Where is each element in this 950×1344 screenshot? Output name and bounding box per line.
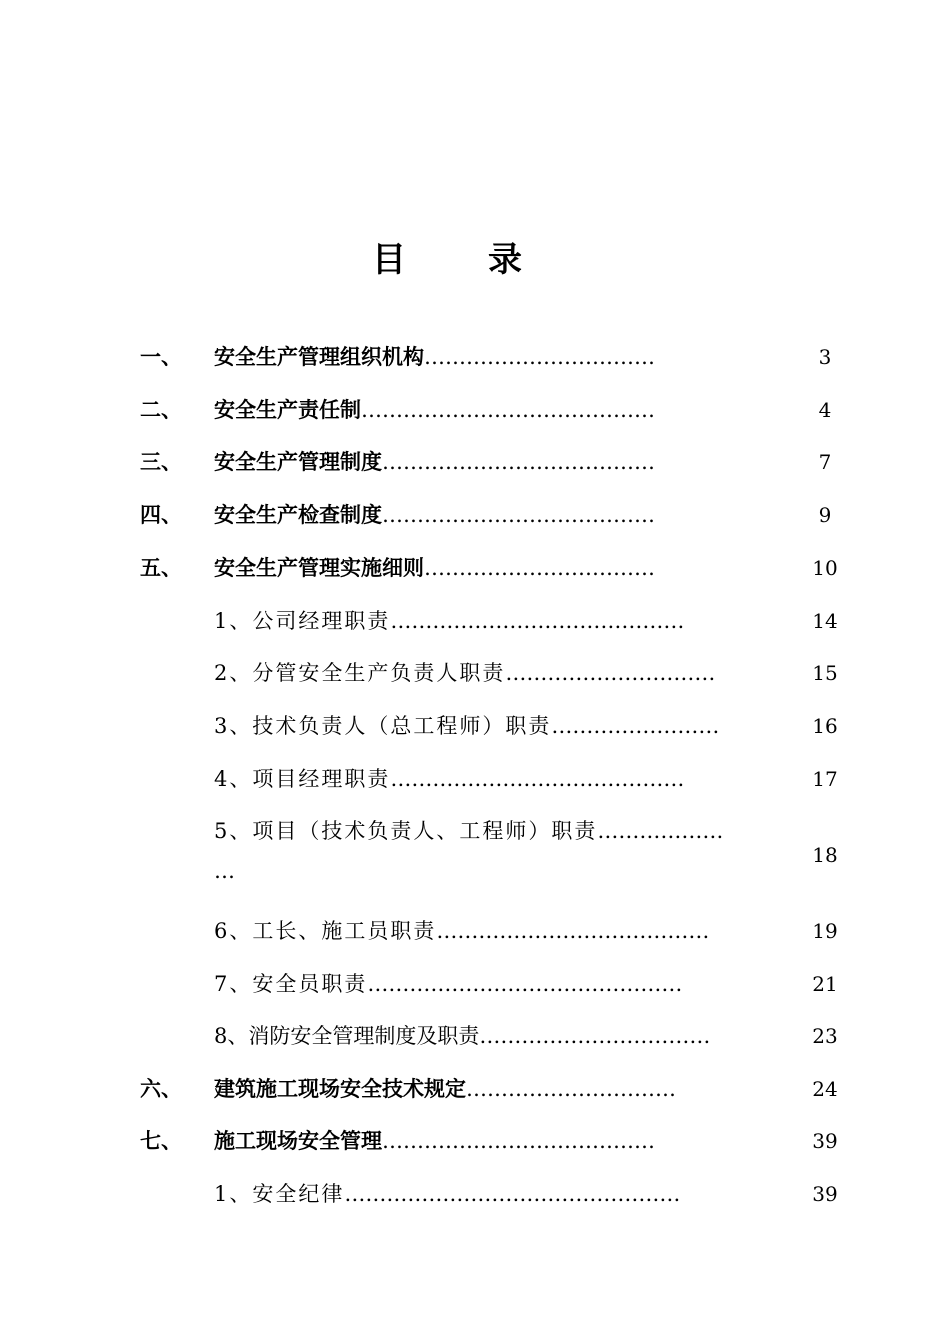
toc-leader-dots: ………………………… — [466, 1077, 676, 1101]
toc-leader-dots: ………………………………………… — [344, 1182, 681, 1206]
toc-entry-text: 安全生产管理实施细则 — [214, 556, 424, 580]
toc-page-number: 3 — [818, 345, 832, 369]
toc-page-number: 7 — [818, 450, 832, 474]
toc-entry-number: 五、 — [140, 556, 182, 580]
toc-leader-dots: ………………………………… — [382, 1129, 655, 1153]
toc-page-number: 10 — [812, 556, 838, 580]
title-char-2: 录 — [488, 240, 604, 280]
toc-leader-dots: …………………… — [551, 714, 720, 738]
toc-entry[interactable] — [0, 1121, 950, 1161]
toc-entry-number: 六、 — [140, 1077, 182, 1101]
toc-entry-title — [214, 1016, 792, 1056]
toc-entry-title — [214, 759, 792, 799]
toc-entry[interactable] — [0, 390, 950, 430]
toc-page-number: 4 — [818, 398, 832, 422]
toc-entry[interactable] — [0, 964, 950, 1004]
toc-entry-number: 二、 — [140, 398, 182, 422]
toc-entry-title — [214, 1069, 792, 1109]
toc-page-number: 24 — [812, 1077, 838, 1101]
toc-entry-text: 安全生产检查制度 — [214, 503, 382, 527]
toc-page-number: 14 — [812, 609, 838, 633]
toc-page-number: 18 — [812, 843, 838, 867]
toc-entry[interactable] — [0, 759, 950, 799]
toc-entry-text: 施工现场安全管理 — [214, 1129, 382, 1153]
toc-leader-dots: ………………………………… — [382, 503, 655, 527]
toc-page-number: 17 — [812, 767, 838, 791]
toc-entry-number: 一、 — [140, 345, 182, 369]
toc-entry-title — [214, 811, 792, 851]
toc-entry-text: 3、技术负责人（总工程师）职责 — [214, 714, 552, 738]
toc-page-number: 9 — [818, 503, 832, 527]
toc-entry[interactable] — [0, 442, 950, 482]
toc-entry-text: 6、工长、施工员职责 — [214, 919, 437, 943]
toc-leader-dots: ……………… — [597, 819, 724, 843]
toc-entry[interactable] — [0, 811, 950, 891]
toc-leader-dots: ……………………………………… — [367, 972, 683, 996]
toc-leader-dots: ………………………… — [505, 661, 716, 685]
toc-entry-title — [214, 548, 792, 588]
toc-leader-dots: …………………………… — [424, 345, 655, 369]
page-title — [0, 238, 950, 282]
toc-leader-dots: ………………………………… — [382, 450, 655, 474]
toc-entry-title — [214, 442, 792, 482]
toc-entry-title — [214, 601, 792, 641]
toc-page-number: 21 — [812, 972, 838, 996]
toc-entry-text: 8、消防安全管理制度及职责 — [214, 1024, 480, 1048]
toc-entry-title — [214, 1121, 792, 1161]
toc-entry-text: 2、分管安全生产负责人职责 — [214, 661, 506, 685]
toc-entry[interactable] — [0, 1069, 950, 1109]
toc-leader-dots-continued: … — [214, 859, 235, 883]
toc-entry[interactable] — [0, 653, 950, 693]
toc-entry-text: 安全生产管理制度 — [214, 450, 382, 474]
toc-entry-number: 三、 — [140, 450, 182, 474]
toc-page-number: 23 — [812, 1024, 838, 1048]
toc-leader-dots: …………………………………… — [390, 609, 685, 633]
toc-entry[interactable] — [0, 495, 950, 535]
toc-page-number: 19 — [812, 919, 838, 943]
toc-entry-title — [214, 390, 792, 430]
title-char-1: 目 — [372, 240, 488, 280]
toc-entry[interactable] — [0, 548, 950, 588]
toc-page-number: 16 — [812, 714, 838, 738]
toc-entry-number: 七、 — [140, 1129, 182, 1153]
toc-entry-text: 1、安全纪律 — [214, 1182, 345, 1206]
toc-entry-text: 1、公司经理职责 — [214, 609, 391, 633]
toc-entry-text: 安全生产责任制 — [214, 398, 361, 422]
toc-entry-title — [214, 337, 792, 377]
toc-entry-title — [214, 495, 792, 535]
toc-entry-text: 安全生产管理组织机构 — [214, 345, 424, 369]
toc-entry[interactable] — [0, 1174, 950, 1214]
toc-entry-text: 建筑施工现场安全技术规定 — [214, 1077, 466, 1101]
toc-entry[interactable] — [0, 1016, 950, 1056]
toc-leader-dots: …………………………………… — [361, 398, 655, 422]
toc-entry-text: 5、项目（技术负责人、工程师）职责 — [214, 819, 598, 843]
toc-entry-text: 4、项目经理职责 — [214, 767, 391, 791]
toc-entry[interactable] — [0, 337, 950, 377]
toc-entry[interactable] — [0, 601, 950, 641]
toc-leader-dots: …………………………… — [424, 556, 655, 580]
toc-entry-title — [214, 706, 792, 746]
toc-entry[interactable] — [0, 706, 950, 746]
toc-entry-text: 7、安全员职责 — [214, 972, 368, 996]
toc-leader-dots: ………………………………… — [436, 919, 710, 943]
toc-entry-number: 四、 — [140, 503, 182, 527]
toc-page-number: 39 — [812, 1182, 838, 1206]
toc-page-number: 39 — [812, 1129, 838, 1153]
toc-entry-title — [214, 911, 792, 951]
toc-entry-title — [214, 653, 792, 693]
toc-leader-dots: …………………………… — [479, 1024, 711, 1048]
toc-entry-title — [214, 964, 792, 1004]
toc-entry-title — [214, 1174, 792, 1214]
toc-page-number: 15 — [812, 661, 838, 685]
toc-leader-dots: …………………………………… — [390, 767, 685, 791]
toc-entry[interactable] — [0, 911, 950, 951]
